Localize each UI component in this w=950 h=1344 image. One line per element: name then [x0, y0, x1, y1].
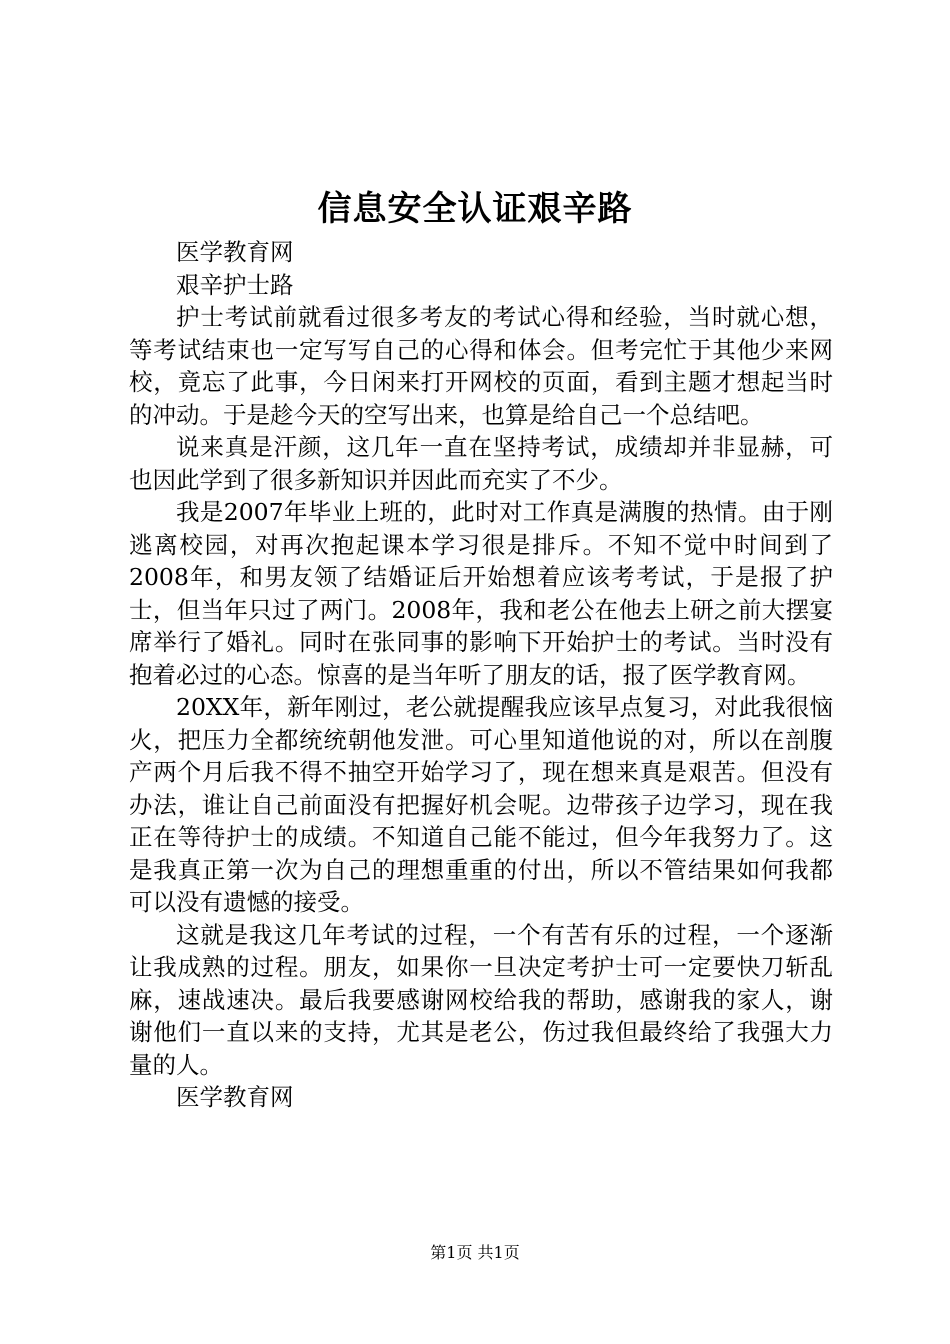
paragraph-source: 医学教育网 — [176, 238, 294, 266]
paragraph: 这就是我这几年考试的过程，一个有苦有乐的过程，一个逐渐让我成熟的过程。朋友，如果你一旦决定考护士可一定要快刀斩乱麻，速战速决。最后我要感谢网校给我的帮助，感谢我的家人，谢谢他们一直以来的支持，尤其是老公，伤过我但最终给了我强大力量的人。 — [129, 920, 833, 1079]
paragraph-subtitle: 艰辛护士路 — [176, 270, 294, 299]
paragraph: 我是2007年毕业上班的，此时对工作真是满腹的热情。由于刚逃离校园，对再次抱起课本学习很是排斥。不知不觉中时间到了2008年，和男友领了结婚证后开始想着应该考考试，于是报了护士，但当年只过了两门。2008年，我和老公在他去上研之前大摆宴席举行了婚礼。同时在张同事的影响下开始护士的考试。当时没有抱着必过的心态。惊喜的是当年听了朋友的话，报了医学教育网。 — [129, 498, 833, 689]
page-title: 信息安全认证艰辛路 — [317, 189, 633, 229]
paragraph: 说来真是汗颜，这几年一直在坚持考试，成绩却并非显赫，可也因此学到了很多新知识并因此而充实了不少。 — [129, 433, 833, 494]
paragraph-source-end: 医学教育网 — [176, 1083, 294, 1111]
page-number: 第1页 共1页 — [430, 1243, 520, 1262]
paragraph: 20XX年，新年刚过，老公就提醒我应该早点复习，对此我很恼火，把压力全都统统朝他发泄。可心里知道他说的对，所以在剖腹产两个月后我不得不抽空开始学习了，现在想来真是艰苦。但没有办法，谁让自己前面没有把握好机会呢。边带孩子边学习，现在我正在等待护士的成绩。不知道自己能不能过，但今年我努力了。这是我真正第一次为自己的理想重重的付出，所以不管结果如何我都可以没有遗憾的接受。 — [129, 693, 833, 916]
paragraph: 护士考试前就看过很多考友的考试心得和经验，当时就心想，等考试结束也一定写写自己的心得和体会。但考完忙于其他少来网校，竟忘了此事，今日闲来打开网校的页面，看到主题才想起当时的冲动。于是趁今天的空写出来，也算是给自己一个总结吧。 — [129, 303, 833, 429]
document-body — [129, 236, 833, 1114]
